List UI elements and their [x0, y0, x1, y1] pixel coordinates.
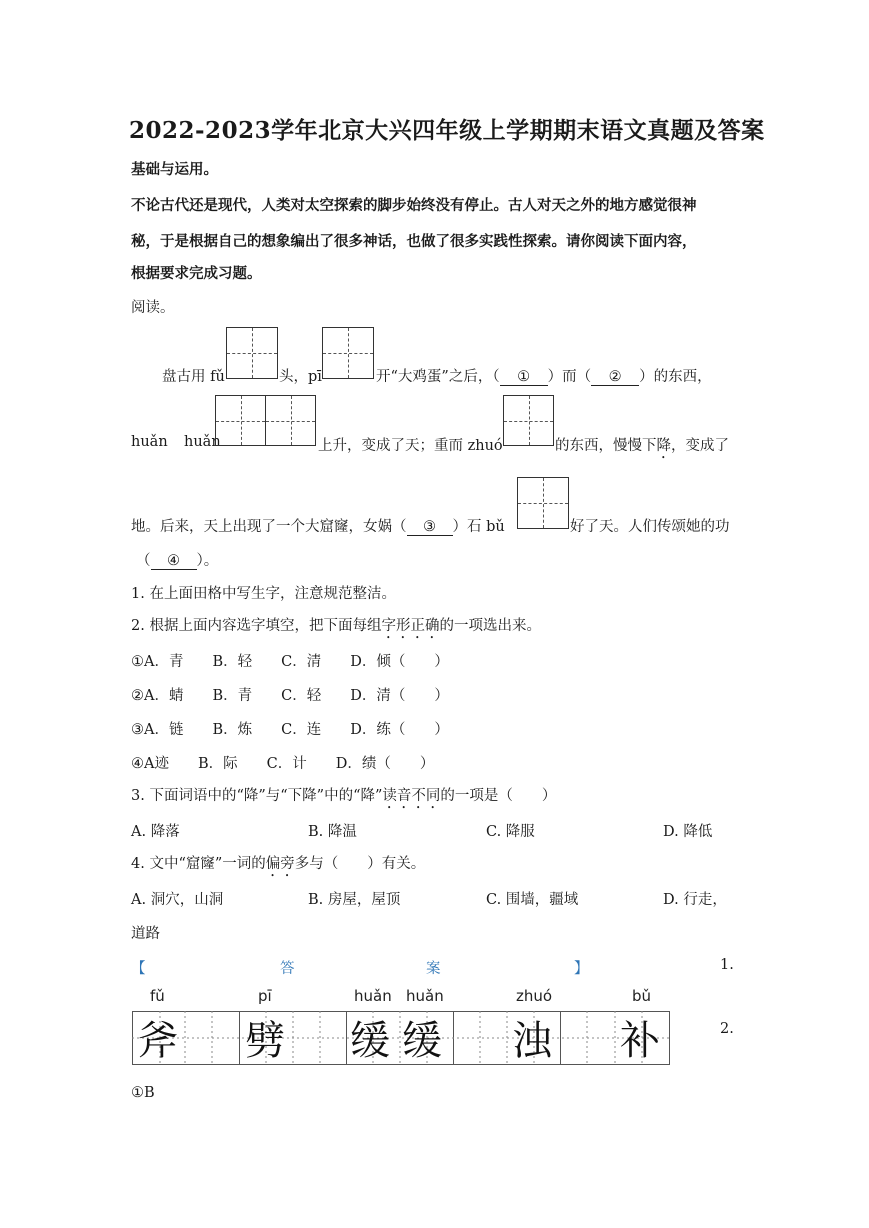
passage-line-1b: 头，pī	[279, 369, 322, 385]
answer-number-1: 1.	[720, 957, 734, 973]
passage-text: （	[136, 553, 151, 569]
grid-char: 浊	[512, 1018, 552, 1064]
tian-box-pi[interactable]	[322, 327, 374, 379]
q3-option-d[interactable]: D. 降低	[663, 824, 713, 840]
passage-text: ）而（	[547, 369, 592, 385]
passage-text: ）的东西，	[639, 369, 712, 385]
grid-char: 斧	[138, 1018, 178, 1064]
grid-char: 缓	[402, 1018, 442, 1064]
passage-line-4	[136, 549, 218, 570]
page-title: 2022-2023学年北京大兴四年级上学期期末语文真题及答案	[129, 117, 765, 144]
blank-1[interactable]: ①	[500, 369, 548, 386]
answer-first: ①B	[131, 1085, 155, 1101]
question-3	[131, 784, 556, 812]
passage-text: 的东西，慢慢下	[555, 438, 657, 454]
q-text: 的一项是（ ）	[440, 788, 557, 804]
q2-option-1[interactable]: ①A．青 B．轻 C．清 D．倾（ ）	[131, 654, 449, 670]
question-4	[131, 852, 425, 880]
grid-pinyin: zhuó	[516, 987, 553, 1005]
q2-option-2[interactable]: ②A．蜻 B．青 C．轻 D．清（ ）	[131, 688, 449, 704]
q-emph: 偏旁	[265, 856, 295, 872]
grid-pinyin: fǔ	[150, 987, 165, 1005]
intro-line-3: 根据要求完成习题。	[131, 265, 262, 282]
answer-char-1: 答	[280, 961, 295, 977]
q4-option-d[interactable]: D. 行走，	[663, 892, 727, 908]
question-2	[131, 614, 541, 642]
grid-dotted-lines	[130, 1011, 672, 1065]
tian-box-bu[interactable]	[517, 477, 569, 529]
pinyin-huan-1: huǎn	[131, 434, 168, 450]
grid-pinyin: huǎn	[406, 987, 444, 1005]
answer-char-2: 案	[426, 961, 441, 977]
q3-option-b[interactable]: B. 降温	[308, 824, 357, 840]
q4-option-b[interactable]: B. 房屋，屋顶	[308, 892, 401, 908]
passage-text: 地。后来，天上出现了一个大窟窿，女娲（	[131, 519, 407, 535]
q-text: 4. 文中“窟窿”一词的	[131, 856, 266, 872]
tian-box-huan-2[interactable]	[265, 395, 316, 446]
tian-box-huan-1[interactable]	[215, 395, 266, 446]
grid-char: 劈	[245, 1018, 285, 1064]
pinyin-huan-2: huǎn	[184, 434, 221, 450]
passage-text: 开“大鸡蛋”之后，（	[376, 369, 500, 385]
section-heading: 基础与运用。	[131, 161, 218, 178]
q2-option-4[interactable]: ④A迹 B．际 C．计 D．绩（ ）	[131, 756, 435, 772]
q3-option-a[interactable]: A. 降落	[131, 824, 180, 840]
q2-option-3[interactable]: ③A．链 B．炼 C．连 D．练（ ）	[131, 722, 449, 738]
read-label: 阅读。	[131, 300, 175, 316]
passage-text: ）石 bǔ	[452, 519, 505, 535]
passage-line-2d	[555, 434, 729, 462]
grid-pinyin: bǔ	[632, 987, 652, 1005]
q4-option-d-cont: 道路	[131, 926, 160, 942]
q-text: 多与（ ）有关。	[294, 856, 426, 872]
blank-2[interactable]: ②	[591, 369, 639, 386]
grid-pinyin: huǎn	[354, 987, 392, 1005]
q4-option-c[interactable]: C. 围墙，疆域	[486, 892, 579, 908]
answer-number-2: 2.	[720, 1021, 734, 1037]
q-emph: 读音不同	[382, 788, 441, 804]
passage-line-2c: 上升，变成了天；重而 zhuó	[318, 438, 503, 454]
intro-line-1: 不论古代还是现代，人类对太空探索的脚步始终没有停止。古人对天之外的地方感觉很神	[131, 197, 697, 214]
tian-box-fu[interactable]	[226, 327, 278, 379]
blank-3[interactable]: ③	[407, 519, 453, 536]
passage-line-1c	[376, 365, 712, 386]
q-text: 2. 根据上面内容选字填空，把下面每组	[131, 618, 382, 634]
passage-line-3a	[131, 515, 505, 536]
grid-char: 缓	[350, 1018, 390, 1064]
emph-char: 降	[656, 438, 671, 454]
answer-bracket-left: 【	[131, 961, 146, 977]
question-1: 1. 在上面田格中写生字，注意规范整洁。	[131, 586, 396, 602]
q-emph: 字形正确	[381, 618, 440, 634]
grid-pinyin: pī	[258, 987, 272, 1005]
blank-4[interactable]: ④	[151, 553, 197, 570]
answer-bracket-right: 】	[574, 961, 589, 977]
passage-text: ）。	[196, 553, 219, 569]
intro-line-2: 秘，于是根据自己的想象编出了很多神话，也做了很多实践性探索。请你阅读下面内容，	[131, 233, 697, 250]
q-text: 的一项选出来。	[439, 618, 541, 634]
answer-grid	[130, 985, 672, 1067]
passage-text: ，变成了	[671, 438, 729, 454]
q-text: 3. 下面词语中的“降”与“下降”中的“降”	[131, 788, 383, 804]
q3-option-c[interactable]: C. 降服	[486, 824, 535, 840]
passage-line-1a: 盘古用 fǔ	[162, 369, 225, 385]
passage-line-3c: 好了天。人们传颂她的功	[570, 519, 730, 535]
tian-box-zhuo[interactable]	[503, 395, 554, 446]
grid-char: 补	[620, 1018, 660, 1064]
q4-option-a[interactable]: A. 洞穴，山洞	[131, 892, 224, 908]
